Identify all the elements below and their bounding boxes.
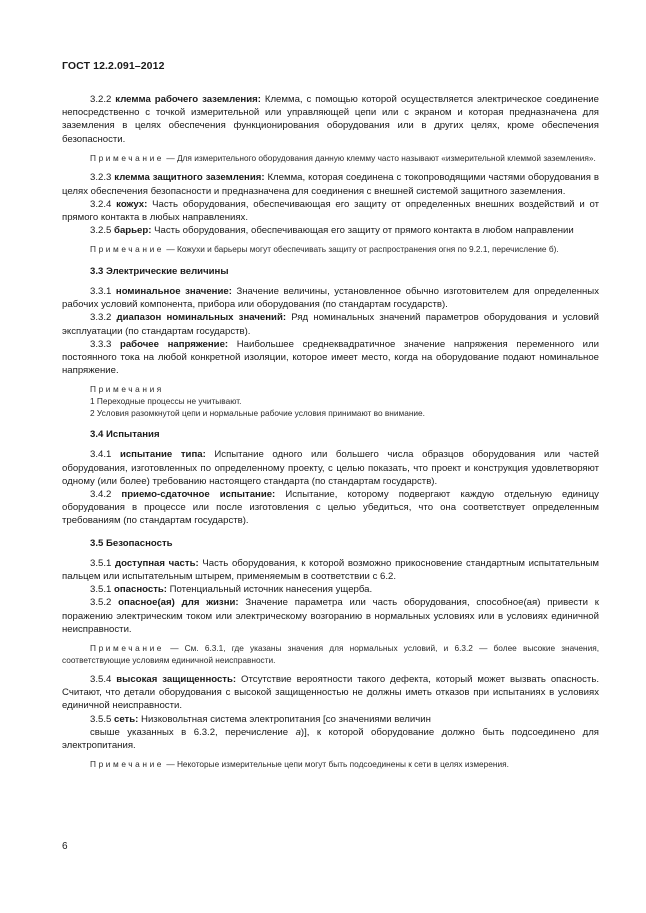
clause-text: Часть оборудования, обеспечивающая его защиту от определенных внешних воздействий и от прямого контакта в любых направлениях. [62,198,599,223]
clause-number: 3.5.1 [90,584,115,596]
note-label: Примечание [90,759,165,770]
clause-text: Значение параметра или часть оборудования, способное(ая) привести к поражению электрическим током или электрическому возгоранию в нормальных условиях или в условиях единичной неисправности. [62,597,599,635]
clause-term: доступная часть: [115,557,199,569]
note-3-2-5 [62,244,599,256]
clause-text: Клемма, которая соединена с токопроводящими частями оборудования в целях обеспечения безопасности и предназначена для соединения с внешней системой защитного заземления. [62,172,599,197]
section-heading-3-5: 3.5 Безопасность [90,537,173,549]
clause-term: опасность: [114,584,167,596]
note-text: — Кожухи и барьеры могут обеспечивать защиту от распространения огня по 9.2.1, перечисление б). [164,244,559,255]
clause-3-2-5 [62,224,599,237]
clause-number: 3.5.5 [90,713,115,725]
clause-number: 3.4.2 [90,489,122,501]
note-item-2: 2 Условия разомкнутой цепи и нормальные рабочие условия принимают во внимание. [90,407,425,418]
clause-number: 3.2.2 [90,94,116,105]
clause-3-4-2 [62,488,599,528]
note-text: — Для измерительного оборудования данную клемму часто называют «измерительной клеммой заземления». [164,152,596,163]
clause-text: Значение величины, установленное обычно изготовителем для определенных рабочих условий компонента, прибора или оборудования (по стандартам государств). [62,286,599,311]
clause-3-5-2 [62,596,599,636]
clause-3-2-2 [62,93,599,146]
document-header: ГОСТ 12.2.091–2012 [62,60,165,72]
clause-text: Наибольшее среднеквадратичное значение напряжения переменного или постоянного тока на любой конкретной изоляции, которое имеет место, когда на оборудование подают номинальное напряжение. [62,338,599,377]
note-text: — См. 6.3.1, где указаны значения для нормальных условий, и 6.3.2 — более высокие значения, соответствующие условиям единичной неисправности. [62,643,599,665]
note-item-1: 1 Переходные процессы не учитывают. [90,396,242,407]
clause-3-3-2 [62,311,599,337]
note-3-5-5 [62,759,599,771]
note-label: Примечание [90,643,165,654]
document-body [62,93,599,778]
clause-number: 3.2.4 [90,198,117,210]
note-label: Примечание [90,244,165,255]
notes-label: Примечания [90,384,164,395]
clause-text: Потенциальный источник нанесения ущерба. [167,584,373,596]
clause-text-italic: а [295,726,301,738]
clause-term: опасное(ая) для жизни: [118,597,239,609]
note-text: — Некоторые измерительные цепи могут быть подсоединены к сети в целях измерения. [164,759,509,770]
page-number: 6 [62,841,68,852]
clause-number: 3.2.5 [90,225,115,237]
clause-3-5-1b [62,583,599,596]
clause-text: Часть оборудования, к которой возможно прикосновение стандартным испытательным пальцем или испытательным штырем, применяемым в соответствии с 6.2. [62,557,599,583]
clause-text-post: )], к которой оборудование должно быть подсоединено для электропитания. [62,726,599,752]
clause-number: 3.2.3 [90,172,115,184]
section-heading-3-4: 3.4 Испытания [90,429,160,441]
clause-text: Отсутствие вероятности такого дефекта, который может вызвать опасность. Считают, что детали оборудования с высокой защищенностью не должны иметь отказов при испытаниях в условиях единичной неисправности. [62,674,599,712]
clause-number: 3.5.2 [90,597,119,609]
clause-3-3-1 [62,285,599,311]
clause-text: Испытание, которому подвергают каждую отдельную единицу оборудования в процессе или после изготовления с целью убедиться, что она соответствует определенным требованиям (по стандартам государств). [62,489,599,527]
clause-3-2-4 [62,198,599,224]
note-label: Примечание [90,152,165,163]
clause-term: кожух: [116,198,148,210]
clause-term: сеть: [114,713,139,725]
clause-3-5-4 [62,673,599,713]
clause-3-2-3 [62,171,599,197]
clause-term: испытание типа: [119,449,206,461]
clause-number: 3.3.3 [90,338,120,350]
clause-number: 3.5.4 [90,674,117,686]
section-heading-3-3: 3.3 Электрические величины [90,265,229,277]
clause-term: номинальное значение: [115,286,232,298]
clause-3-3-3 [62,338,599,378]
clause-text-pre: свыше указанных в 6.3.2, перечисление [90,726,296,738]
clause-text: Ряд номинальных значений параметров оборудования и условий эксплуатации (по стандартам государств). [62,312,600,337]
clause-term: диапазон номинальных значений: [116,312,287,324]
notes-3-3-3 [90,384,599,419]
note-3-5-2 [62,643,599,666]
clause-number: 3.4.1 [90,449,120,461]
clause-3-5-5-continued [62,726,599,752]
clause-3-5-5 [62,713,599,726]
clause-text: Клемма, с помощью которой осуществляется электрическое соединение непосредственно с точкой измерительной или управляющей цепи или с экраном и которая предназначена для заземления в целях обеспечения функционирования оборудования или в других целях, кроме обеспечения безопасности. [62,94,599,145]
note-3-2-2 [62,153,599,165]
clause-number: 3.3.2 [90,312,117,324]
clause-text: Испытание одного или большего числа образцов оборудования или частей оборудования, изготовленных по определенному проекту, с целью показать, что проект и конструкция удовлетворяют одному (или более) требованию настоящего стандарта (по стандартам государств). [62,449,599,487]
clause-term: приемо-сдаточное испытание: [121,489,276,501]
clause-3-4-1 [62,448,599,488]
clause-3-5-1 [62,557,599,583]
clause-term: высокая защищенность: [116,674,237,686]
clause-number: 3.3.1 [90,286,116,298]
clause-term: барьер: [114,225,152,237]
clause-term: рабочее напряжение: [119,338,229,350]
clause-text: Часть оборудования, обеспечивающая его защиту от прямого контакта в любом направлении [151,225,574,237]
clause-text: Низковольтная система электропитания [со значениями величин [138,713,431,725]
clause-term: клемма рабочего заземления: [115,94,261,105]
clause-number: 3.5.1 [90,557,116,569]
clause-term: клемма защитного заземления: [114,172,265,184]
